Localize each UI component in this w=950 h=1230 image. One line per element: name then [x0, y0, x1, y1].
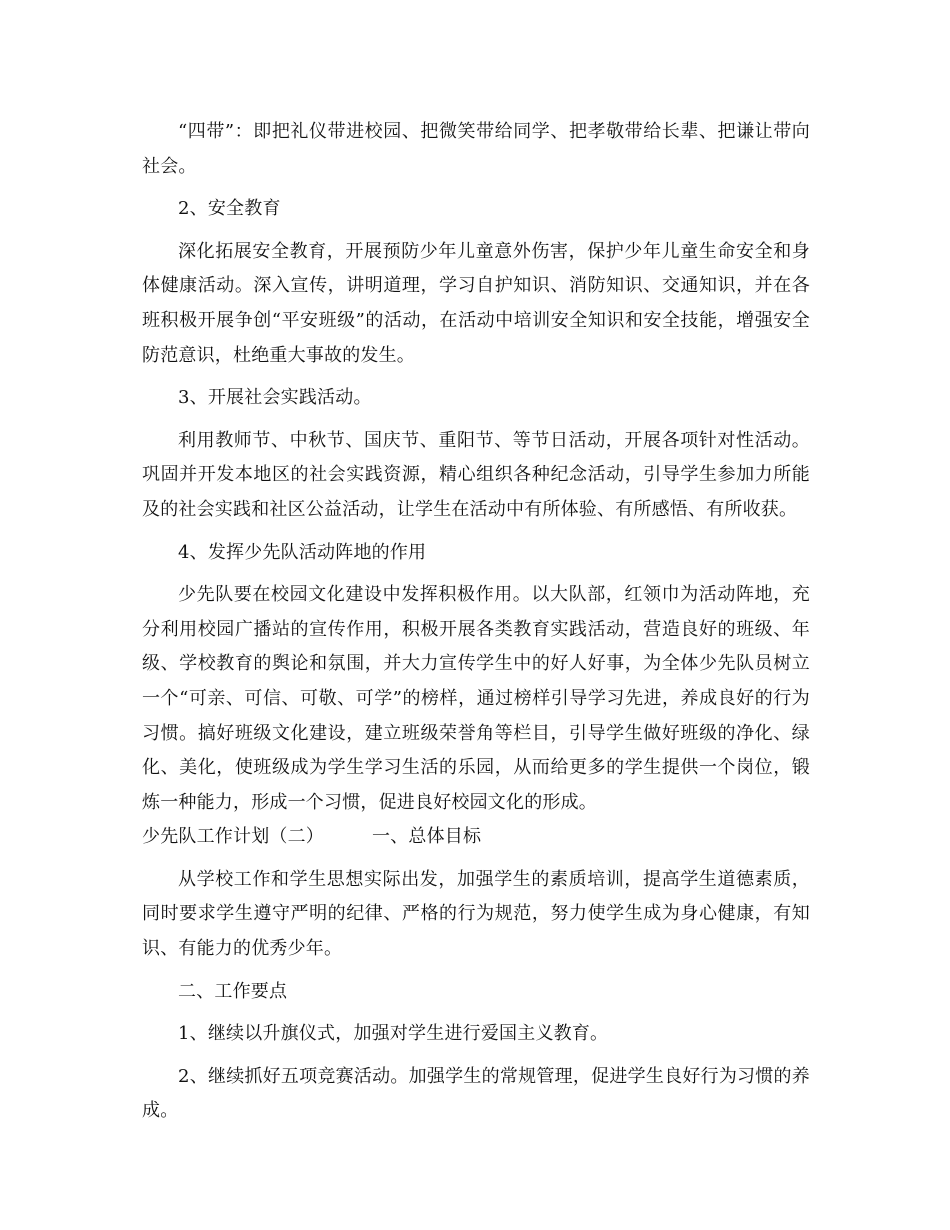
plan-title-line	[142, 820, 810, 855]
spacer	[142, 373, 810, 381]
four-bring-paragraph: “四带”：即把礼仪带进校园、把微笑带给同学、把孝敬带给长辈、把谦让带向社会。	[142, 121, 810, 177]
plan-title: 少先队工作计划（二）	[142, 826, 324, 848]
spacer	[142, 1052, 810, 1060]
overall-goal-heading: 一、总体目标	[372, 826, 482, 848]
spacer	[142, 528, 810, 536]
spacer	[142, 967, 810, 975]
work-point-1: 1、继续以升旗仪式，加强对学生进行爱国主义教育。	[178, 1023, 609, 1045]
social-practice-paragraph: 利用教师节、中秋节、国庆节、重阳节、等节日活动，开展各项针对性活动。巩固并开发本地区的社会实践资源，精心组织各种纪念活动，引导学生参加力所能及的社会实践和社区公益活动，让学生在活动中有所体验、有所感悟、有所收获。	[142, 429, 810, 520]
spacer	[142, 570, 810, 578]
spacer	[142, 227, 810, 235]
spacer	[142, 184, 810, 192]
young-pioneers-position-paragraph: 少先队要在校园文化建设中发挥积极作用。以大队部，红领巾为活动阵地，充分利用校园广播站的宣传作用，积极开展各类教育实践活动，营造良好的班级、年级、学校教育的舆论和氛围，并大力宣传学生中的好人好事，为全体少先队员树立一个“可亲、可信、可敬、可学”的榜样，通过榜样引导学习先进，养成良好的行为习惯。搞好班级文化建设，建立班级荣誉角等栏目，引导学生做好班级的净化、绿化、美化，使班级成为学生学习生活的乐园，从而给更多的学生提供一个岗位，锻炼一种能力，形成一个习惯，促进良好校园文化的形成。	[142, 584, 810, 813]
spacer	[142, 1009, 810, 1017]
spacer	[142, 416, 810, 424]
safety-education-heading: 2、安全教育	[178, 198, 281, 220]
spacer	[142, 855, 810, 863]
work-points-heading: 二、工作要点	[178, 980, 288, 1002]
document-body	[142, 115, 810, 1129]
work-point-2: 2、继续抓好五项竞赛活动。加强学生的常规管理，促进学生良好行为习惯的养成。	[142, 1065, 810, 1122]
overall-goal-paragraph: 从学校工作和学生思想实际出发，加强学生的素质培训，提高学生道德素质，同时要求学生遵守严明的纪律、严格的行为规范，努力使学生成为身心健康，有知识、有能力的优秀少年。	[142, 868, 810, 960]
safety-education-paragraph: 深化拓展安全教育，开展预防少年儿童意外伤害，保护少年儿童生命安全和身体健康活动。深入宣传，讲明道理，学习自护知识、消防知识、交通知识，并在各班积极开展争创“平安班级”的活动，在活动中培训安全知识和安全技能，增强安全防范意识，杜绝重大事故的发生。	[142, 240, 810, 366]
young-pioneers-position-heading: 4、发挥少先队活动阵地的作用	[178, 541, 427, 563]
social-practice-heading: 3、开展社会实践活动。	[178, 387, 372, 409]
